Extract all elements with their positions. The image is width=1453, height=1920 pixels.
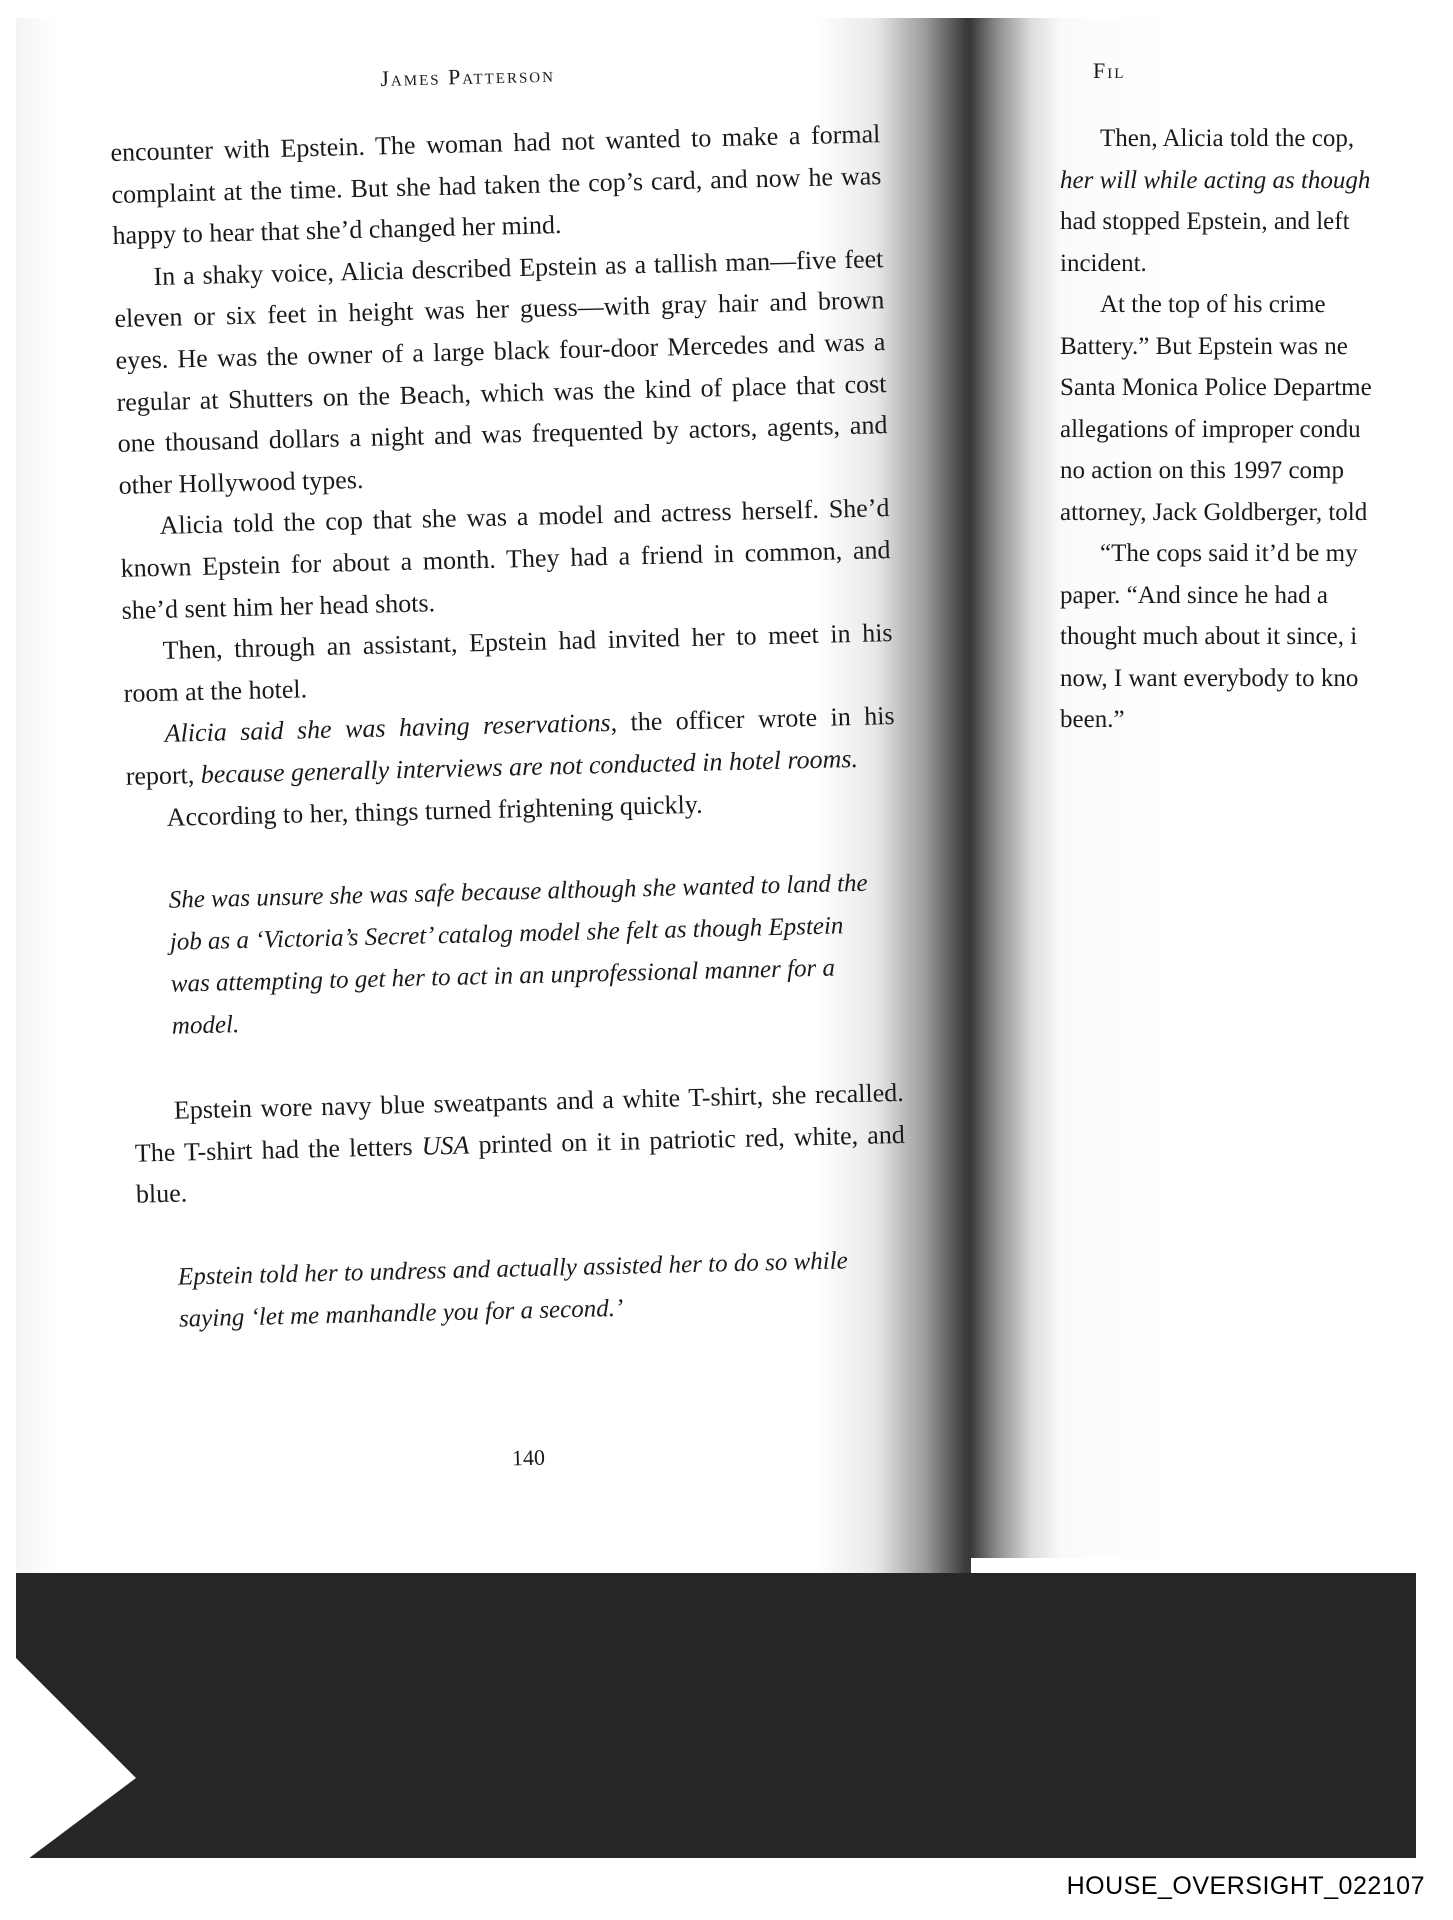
right-page-line: paper. “And since he had a [1060,581,1328,609]
paragraph: encounter with Epstein. The woman had not wanted to make a formal complaint at the time. But she had taken the cop’s card, and now he was happy to hear that she’d changed her mind. [110,119,882,251]
tshirt-before: Epstein wore navy blue sweatpants and a white T-shirt, she recalled. The T-shirt had the letters [134,1077,905,1168]
bates-stamp: HOUSE_OVERSIGHT_022107 [1066,1872,1425,1900]
right-page-line: “The cops said it’d be my [1100,540,1358,567]
report-italic-1: Alicia said she was having reservations, [164,708,618,749]
tshirt-after: printed on it in patriotic red, white, and blue. [135,1119,906,1209]
scan-edge-wedge [16,1658,136,1858]
running-head-left: James Patterson [380,61,556,91]
right-page-text [1060,118,1405,741]
left-page-text [110,113,909,1341]
right-page-line: now, I want everybody to kno [1060,664,1359,692]
right-page-line: had stopped Epstein, and left [1060,208,1350,235]
paragraph: In a shaky voice, Alicia described Epstein as a tallish man—five feet eleven or six feet in height was her guess—with gray hair and brown eyes. He was the owner of a large black four-door Mercedes and was a regular at Shutters on the Beach, which was the kind of place that cost one thousand dollars a night and was frequented by actors, agents, and other Hollywood types. [114,243,888,500]
running-head-right: Fil [1093,58,1126,83]
paragraph: Then, through an assistant, Epstein had invited her to meet in his room at the hotel. [123,618,893,708]
paragraph: Alicia told the cop that she was a model and actress herself. She’d known Epstein for about a month. They had a friend in common, and she’d sent him her head shots. [120,493,891,625]
paragraph: According to her, things turned frightening quickly. [166,789,703,832]
report-roman: the officer wrote in his report, [125,701,895,791]
right-page-line: allegations of improper condu [1060,415,1361,443]
right-page-line: attorney, Jack Goldberger, told [1060,498,1368,526]
report-quote-2: Epstein told her to undress and actually assisted her to do so while saying ‘let me manhandle you for a second.’ [177,1247,849,1333]
right-page-line: been.” [1060,706,1125,733]
right-page-line: no action on this 1997 comp [1060,457,1344,484]
right-page-line: thought much about it since, i [1060,623,1358,650]
tshirt-paragraph [133,1072,906,1216]
page-number: 140 [511,1444,546,1471]
tshirt-italic: USA [421,1130,470,1161]
right-page-line: her will while acting as though [1060,166,1371,194]
right-page-line: Battery.” But Epstein was ne [1060,332,1348,360]
scanner-background [16,1573,1416,1858]
report-italic-2: because generally interviews are not conducted in hotel rooms. [200,743,859,789]
right-page-line: Santa Monica Police Departme [1060,374,1372,401]
right-page-line: incident. [1060,249,1147,277]
right-page-line: At the top of his crime [1100,291,1326,318]
right-page-line: Then, Alicia told the cop, [1100,125,1355,152]
report-quote-1: She was unsure she was safe because although she wanted to land the job as a ‘Victoria’s Secret’ catalog model she felt as though Epstein was attempting to get her to act in an unprofessional manner for a model. [168,869,868,1040]
